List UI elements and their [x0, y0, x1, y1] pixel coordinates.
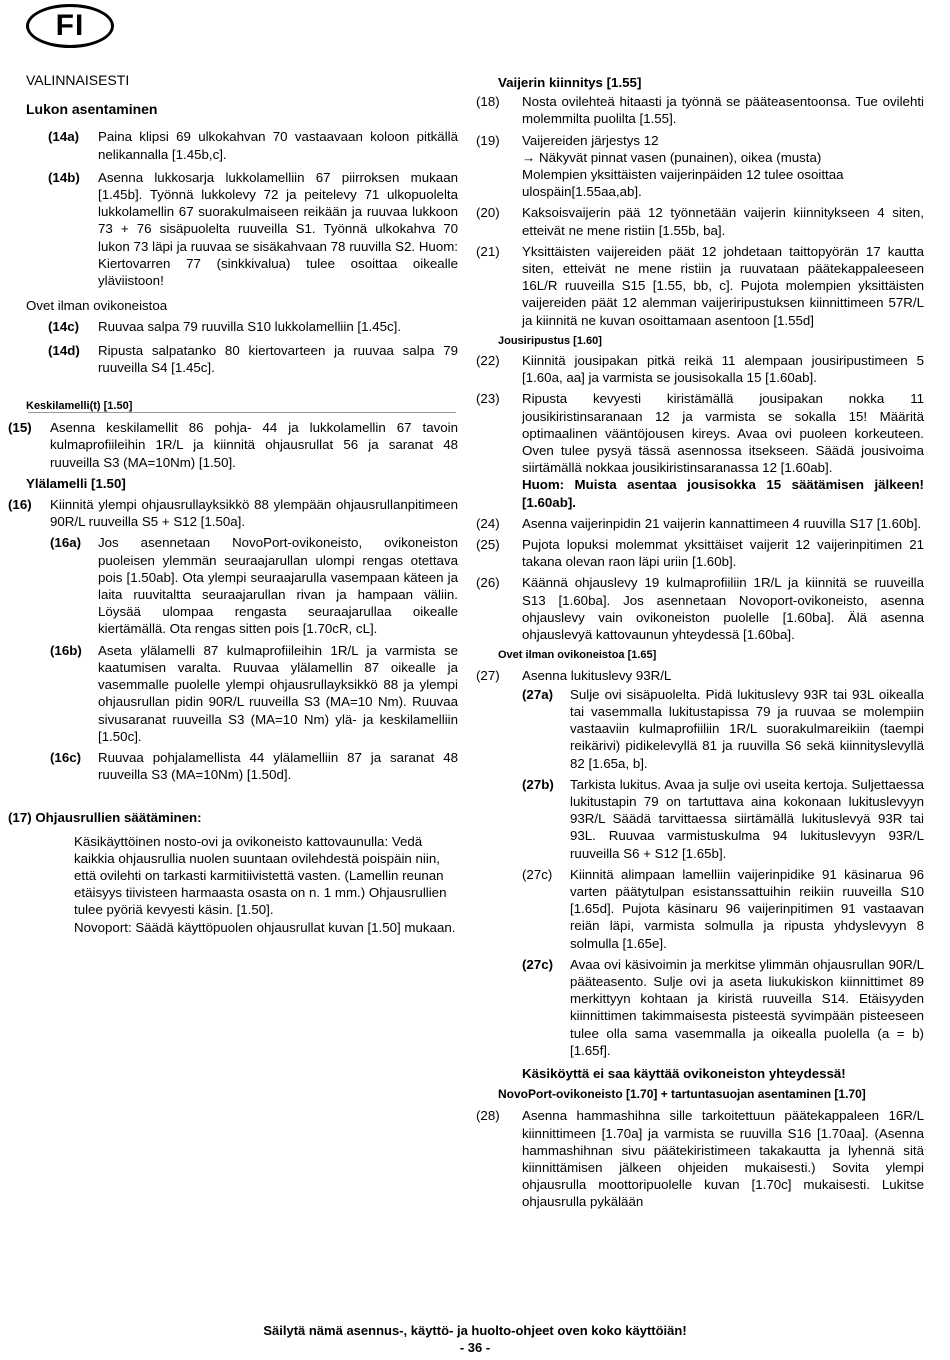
- doors-without-operator-heading: Ovet ilman ovikoneistoa [1.65]: [498, 649, 657, 662]
- step-text: Asenna lukituslevy 93R/L: [522, 667, 672, 683]
- step-text: Avaa ovi käsivoimin ja merkitse ylimmän ohjausrullan 90R/L pääteasento. Sulje ovi ja aseta liukukiskon kiinnittimet 89 merkittyyn kohtaan ja kiristä ruuveilla S14. Etäisyyden kiinnittimen takimmaisesta pisteestä syvimpään pisteeseen tulee olla sama vasemmalla ja oikealla puolella (a = b) [1.65f].: [570, 956, 924, 1058]
- step-text: Ruuvaa salpa 79 ruuvilla S10 lukkolamelliin [1.45c].: [98, 319, 402, 335]
- step-14c: [48, 318, 458, 335]
- step-number: (27b): [522, 776, 554, 792]
- step-16a: [50, 534, 458, 637]
- step-number: (15): [8, 420, 32, 436]
- step-number: (22): [476, 353, 500, 369]
- section-optional: VALINNAISESTI: [26, 72, 130, 88]
- step-number: (18): [476, 94, 500, 110]
- step-text: Kiinnitä alimpaan lamelliin vaijerinpidike 91 käsinarua 96 varten päätytulpan esistanssattuihin reikiin ruuveilla S10 [1.65d]. Pujota käsinaru 96 vaijerinpitimen 91 vastaavan reiän läpi, varmista solmulla ja ripusta yhdyslevyyn 8 solmulla [1.65e].: [570, 866, 924, 951]
- hand-rope-warning: Käsiköyttä ei saa käyttää ovikoneiston yhteydessä!: [522, 1065, 846, 1081]
- step-26: [476, 574, 924, 643]
- step-number: (25): [476, 537, 500, 553]
- step-16b: [50, 642, 458, 745]
- step-25: [476, 536, 924, 570]
- right-column: [476, 74, 924, 1211]
- step-text: [522, 390, 924, 510]
- top-slat-heading: Ylälamelli [1.50]: [26, 475, 126, 491]
- step-19: [476, 132, 924, 201]
- footer-note: Säilytä nämä asennus-, käyttö- ja huolto-ohjeet oven koko käyttöiän!: [263, 1323, 687, 1338]
- cable-fixing-heading: Vaijerin kiinnitys [1.55]: [498, 75, 642, 90]
- step-text: Kaksoisvaijerin pää 12 työnnetään vaijerin kiinnitykseen 4 siten, etteivät ne mene ristiin [1.55b, ba].: [522, 205, 924, 238]
- step-text: Nosta ovilehteä hitaasti ja työnnä se pääteasentoonsa. Tue ovilehti molemmilta puolilta [1.55].: [522, 94, 924, 127]
- roller-adjust-heading: (17) Ohjausrullien säätäminen:: [8, 810, 202, 826]
- step-number: (26): [476, 575, 500, 591]
- page-number: - 36 -: [459, 1340, 491, 1355]
- step-number: (19): [476, 132, 500, 148]
- spring-hanging-heading: Jousiripustus [1.60]: [498, 334, 602, 347]
- spring-adjust-text: Ripusta kevyesti kiristämällä jousipakan nokka 11 jousikiristinsaranaan 12 ja varmista se sokalla 15! Määritä optimaalinen vääntöjousen kireys. Avaa ovi puoleen korkeuteen. Oven tulee pysyä tässä asennossa itsekseen. Säädä jousivoima siirtämällä nokkaa jousikiristinsaranassa 12 [1.60ab].: [522, 391, 924, 476]
- step-number: (27): [476, 667, 500, 683]
- step-text: Tarkista lukitus. Avaa ja sulje ovi useita kertoja. Suljettaessa lukitustapin 79 on tartuttava aina kokonaan lukituslevyyn 93R/L Säädä tarvittaessa siirtämällä lukituslevyä 93R tai 93L. Ruuvaa varmistuskulma 94 lukituslevyyn 93R/L ruuveilla S6 + S12 [1.65b].: [570, 776, 924, 861]
- novoport-heading: NovoPort-ovikoneisto [1.70] + tartuntasuojan asentaminen [1.70]: [498, 1087, 866, 1102]
- step-18: [476, 93, 924, 127]
- step-text: Pujota lopuksi molemmat yksittäiset vaijerit 12 vaijerinpitimen 21 takana olevan raon läpi uriin [1.60b].: [522, 537, 924, 570]
- cable-colors: → Näkyvät pinnat vasen (punainen), oikea (musta): [522, 149, 822, 165]
- step-27a: [522, 686, 924, 772]
- step-28: [476, 1107, 924, 1210]
- step-21: [476, 243, 924, 329]
- step-text: Ripusta salpatanko 80 kiertovarteen ja ruuvaa salpa 79 ruuveilla S4 [1.45c].: [98, 342, 458, 375]
- step-20: [476, 204, 924, 238]
- cable-order: Vaijereiden järjestys 12: [522, 132, 659, 148]
- step-22: [476, 352, 924, 386]
- roller-adjust-text: Käsikäyttöinen nosto-ovi ja ovikoneisto kattovaunulla: Vedä kaikkia ohjausrullia nuolen suuntaan ovilehdestä poispäin niin, että ovilehti on tarkasti karmitiivistettä vasten. (Lamellin reunan etäisyys tiivisteen harmaasta osasta on n. 1 mm.) Ohjausrullien tulee pyöriä kevyesti käsin. [1.50].: [74, 833, 447, 918]
- step-number: (24): [476, 515, 500, 531]
- step-text: Aseta ylälamelli 87 kulmaprofiileihin 1R/L ja varmista se kaatumisen varalta. Ruuvaa ylälamellin 87 oikealle ja vasemmalle puolelle ylempi ohjausrullayksikkö 88 ja ylempi ohjausrullan pidin 90R/L ruuveilla S3 (MA=10 Nm). Ruuvaa sivusaranat ruuveilla S3 (MA=10 Nm) ylä- ja keskilamelliin [1.50c].: [98, 642, 458, 744]
- left-column: [8, 70, 458, 936]
- step-text: Jos asennetaan NovoPort-ovikoneisto, ovikoneiston puoleisen ylemmän seuraajarullan ulompi rengas otettava pois [1.50ab]. Ota ylempi seuraajarulla vasempaan käteen ja laita ruuvitaltta seuraajarullan rivan ja hampaan väliin. Löysää ulompaa rengasta seuraajarullaa oikealle kiertämällä. Ota rengas sitten pois [1.70cR, cL].: [98, 535, 458, 637]
- step-text: Asenna keskilamellit 86 pohja- 44 ja lukkolamellin 67 tavoin kulmaprofiileihin 1R/L ja kiinnitä ohjausrullat 56 ja saranat 48 ruuveilla S3 (MA=10Nm) [1.50].: [50, 420, 458, 470]
- divider-line: [28, 412, 456, 413]
- step-number: (16a): [50, 535, 82, 551]
- step-number: (27a): [522, 686, 554, 702]
- step-27c-second: [522, 956, 924, 1059]
- step-27b: [522, 776, 924, 862]
- step-number: (14a): [48, 129, 80, 145]
- spring-pin-note: Huom: Muista asentaa jousisokka 15 säätämisen jälkeen! [1.60ab].: [522, 477, 924, 510]
- step-number: (23): [476, 391, 500, 407]
- step-text: Kiinnitä jousipakan pitkä reikä 11 alempaan jousiripustimeen 5 [1.60a, aa] ja varmista se jousisokalla 15 [1.60ab].: [522, 353, 924, 386]
- step-text: Käännä ohjauslevy 19 kulmaprofiiliin 1R/L ja kiinnitä se ruuveilla S13 [1.60ba]. Jos asennetaan Novoport-ovikoneisto, asenna ohjauslevy vain ovikoneiston puolelle [1.60ba]. Älä asenna ohjauslevyä kattovaunun yhteydessä [1.60ba].: [522, 575, 924, 643]
- lock-heading: Lukon asentaminen: [26, 101, 158, 118]
- center-slat-heading: Keskilamelli(t) [1.50]: [26, 400, 133, 413]
- step-number: (28): [476, 1108, 500, 1124]
- step-text: Sulje ovi sisäpuolelta. Pidä lukituslevy 93R tai 93L oikealla tai vasemmalla lukitustapissa 79 ja ruuvaa se molempiin vastaaviin kulmaprofiiliin 1R/L suorakulmareikiin (taempi reikärivi) pidikelevyllä 81 ja ruuvilla S6 sekä kiinnityslevyllä 82 [1.65a, b].: [570, 686, 924, 771]
- step-number: (14d): [48, 342, 80, 358]
- step-text: Asenna hammashihna sille tarkoitettuun päätekappaleen 16R/L kiinnittimeen [1.70a] ja varmista se ruuvilla S16 [1.70aa]. (Asenna hammashihnan sivu päätekiristimeen takakautta ja lyhennä sitä kiinnittämisen jälkeen ohjeiden mukaisesti.) Sovita ylempi ohjausrulla moottoripuolelle kuvan [1.70c] mukaisesti. Lukitse ohjausrulla pykälään: [522, 1108, 924, 1210]
- step-text: Paina klipsi 69 ulkokahvan 70 vastaavaan koloon pitkällä nelikannalla [1.45b,c].: [98, 129, 458, 162]
- step-number: (16c): [50, 749, 82, 765]
- step-16: [8, 496, 458, 530]
- step-23: [476, 390, 924, 510]
- step-text: Yksittäisten vaijereiden päät 12 johdetaan taittopyörän 17 kautta siten, etteivät ne mene ristiin ja ruuvataan päätekappaleeseen 16L/R ruuveilla S15 [1.55, bb, c]. Pujota molempien yksittäisten vaijereiden päät 12 alemman vaijeriripustuksen kiinnittimeen 57R/L ja kiinnitä ne kuvan osoittamaan asentoon [1.55d]: [522, 243, 924, 328]
- step-number: (21): [476, 243, 500, 259]
- doors-without-operator: Ovet ilman ovikoneistoa: [26, 298, 168, 314]
- step-24: [476, 515, 924, 532]
- step-number: (20): [476, 205, 500, 221]
- step-number: (27c): [522, 956, 554, 972]
- step-number: (16): [8, 497, 32, 513]
- step-16c: [50, 749, 458, 783]
- step-27: [476, 667, 924, 684]
- step-text: Ruuvaa pohjalamellista 44 ylälamelliin 87 ja saranat 48 ruuveilla S3 (MA=10Nm) [1.50d].: [98, 749, 458, 783]
- step-number: (14c): [48, 319, 80, 335]
- step-14b: [48, 169, 458, 289]
- step-text: [522, 132, 924, 201]
- step-text: Asenna vaijerinpidin 21 vaijerin kannattimeen 4 ruuvilla S17 [1.60b].: [522, 515, 922, 531]
- fi-language-logo: FI: [26, 4, 114, 48]
- step-text: Kiinnitä ylempi ohjausrullayksikkö 88 ylempään ohjausrullanpitimeen 90R/L ruuveilla S5 + S12 [1.50a].: [50, 497, 458, 530]
- step-number: (14b): [48, 169, 80, 185]
- step-14d: [48, 342, 458, 376]
- step-27c: [522, 866, 924, 952]
- step-text: Asenna lukkosarja lukkolamelliin 67 piirroksen mukaan [1.45b]. Työnnä lukkolevy 72 ja peitelevy 71 ulkopuolelta lukkolamellin 67 suorakulmaiseen reikään ja ruuvaa lukkoon 73 + 76 sisäpuolelta ruuveilla S1. Työnnä ulkokahva 70 lukon 73 läpi ja ruuvaa se sisäkahvaan 78 ruuvilla S2. Huom: Kiertovarren 77 (sinkkivalua) tulee osoittaa oikealle yläviistoon!: [98, 169, 458, 289]
- step-number: (27c): [522, 866, 553, 882]
- novoport-roller-text: Novoport: Säädä käyttöpuolen ohjausrullat kuvan [1.50] mukaan.: [74, 919, 456, 935]
- step-14a: [48, 128, 458, 162]
- cable-ends: Molempien yksittäisten vaijerinpäiden 12 tulee osoittaa ulospäin[1.55aa,ab].: [522, 167, 844, 200]
- step-15: [8, 419, 458, 471]
- step-number: (16b): [50, 642, 82, 658]
